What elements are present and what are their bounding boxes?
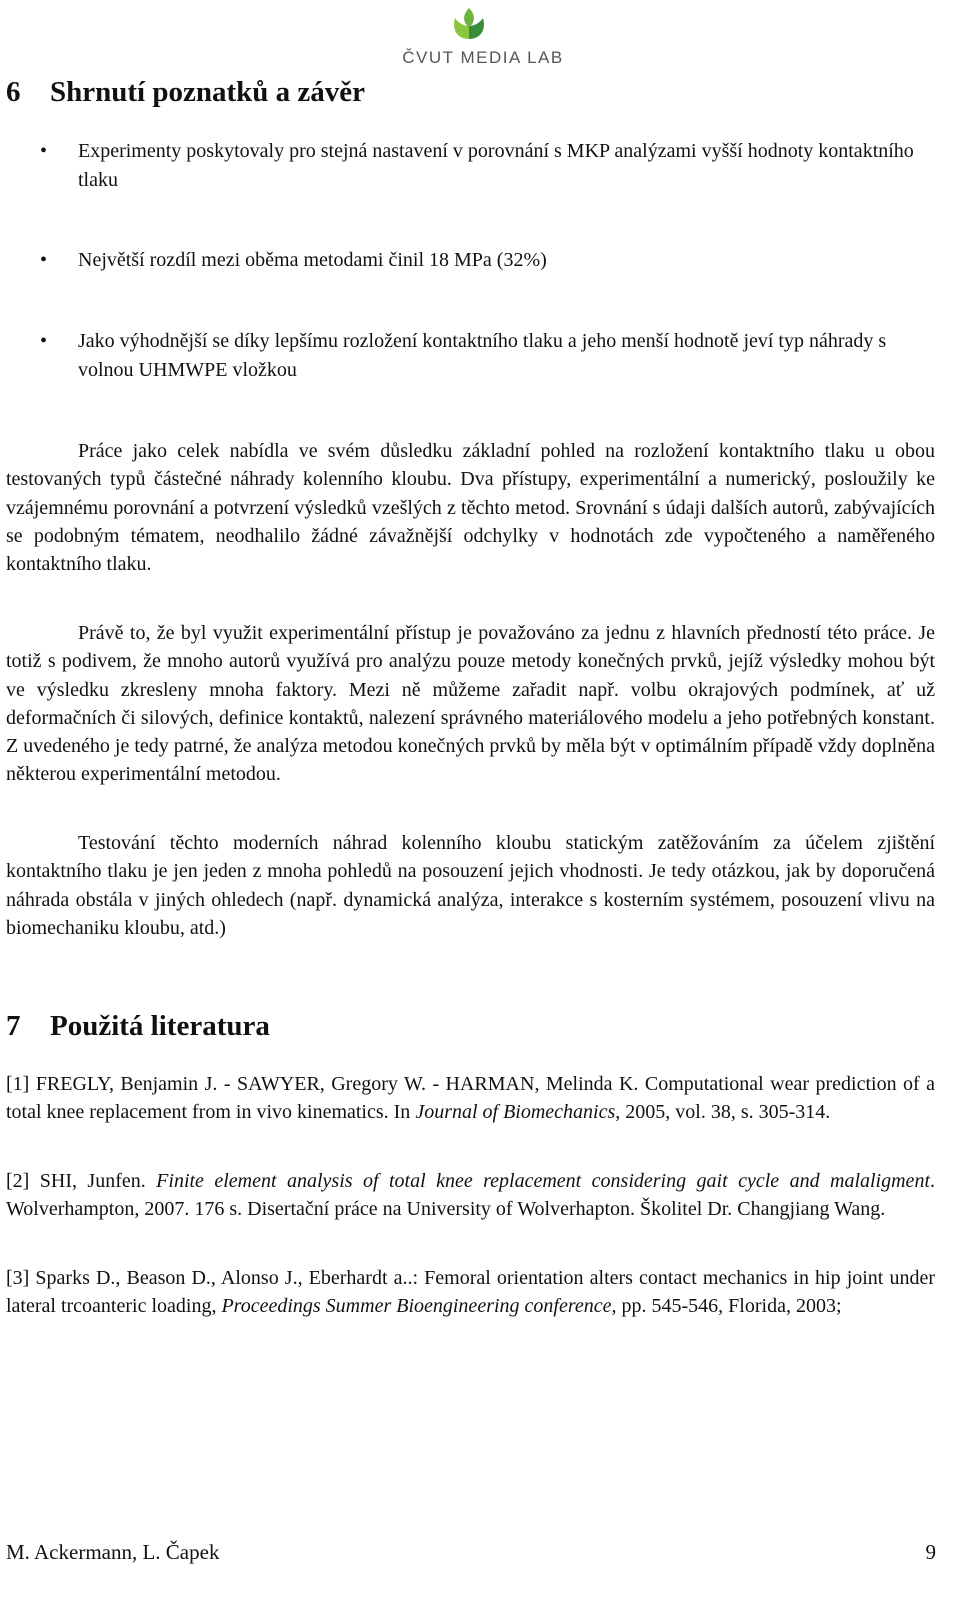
reference-italic: Journal of Biomechanics <box>415 1101 616 1124</box>
reference-item <box>6 1264 935 1321</box>
bullet-text: Experimenty poskytovaly pro stejná nastavení v porovnání s MKP analýzami vyšší hodnoty kontaktního tlaku <box>78 140 914 191</box>
reference-italic: Finite element analysis of total knee replacement considering gait cycle and malaligment <box>156 1170 930 1192</box>
reference-text: [1] FREGLY, Benjamin J. - SAWYER, Gregory W. - HARMAN, Melinda K. Computational wear prediction of a total knee replacement from in vivo kinematics. In <box>6 1073 935 1124</box>
reference-text: [2] SHI, Junfen. <box>6 1170 157 1192</box>
page-number: 9 <box>925 1540 936 1564</box>
footer-authors: M. Ackermann, L. Čapek <box>6 1540 220 1564</box>
paragraph: Právě to, že byl využit experimentální přístup je považováno za jednu z hlavních předností této práce. Je totiž s podivem, že mnoho autorů využívá pro analýzu pouze metody konečných prvků, jejíž výsledky mohou být ve výsledku zkresleny mnoha faktory. Mezi ně můžeme zařadit např. volbu okrajových podmínek, ať už deformačních či silových, definice kontaktů, nalezení správného materiálového modelu a jeho potřebných konstant. Z uvedeného je tedy patrné, že analýza metodou konečných prvků by měla být v optimálním případě vždy doplněna některou experimentální metodou. <box>6 622 935 786</box>
section-6-title: Shrnutí poznatků a závěr <box>50 76 366 108</box>
logo-text: ČVUT MEDIA LAB <box>402 48 564 67</box>
bullet-marker: • <box>40 330 48 352</box>
reference-item <box>6 1070 935 1127</box>
reference-italic: Proceedings Summer Bioengineering conference <box>221 1295 612 1318</box>
section-7-heading <box>6 1010 270 1043</box>
section-7-title: Použitá literatura <box>50 1010 270 1042</box>
paragraph: Testování těchto moderních náhrad kolenního kloubu statickým zatěžováním za účelem zjištění kontaktního tlaku je jen jeden z mnoha pohledů na posouzení jejich vhodnosti. Je tedy otázkou, jak by doporučená náhrada obstála v jiných ohledech (např. dynamická analýza, interakce s kosterním systémem, posouzení vlivu na biomechaniku kloubu, atd.) <box>6 832 935 939</box>
section-7-number: 7 <box>6 1010 21 1042</box>
leaf-logo-icon <box>450 6 488 42</box>
reference-item <box>6 1167 935 1224</box>
paragraph: Práce jako celek nabídla ve svém důsledku základní pohled na rozložení kontaktního tlaku u obou testovaných typů částečné náhrady kolenního kloubu. Dva přístupy, experimentální a numerický, posloužily ke vzájemnému porovnání a potvrzení výsledků vzešlých z těchto metod. Srovnání s údaji dalších autorů, zabývajících se podobným tématem, neodhalilo žádné závažnější odchylky v hodnotách zde vypočteného a naměřeného kontaktního tlaku. <box>6 440 935 576</box>
reference-text: , 2005, vol. 38, s. 305-314. <box>615 1101 831 1124</box>
reference-text: , pp. 545-546, Florida, 2003; <box>611 1295 842 1318</box>
bullet-text: Jako výhodnější se díky lepšímu rozložení kontaktního tlaku a jeho menší hodnotě jeví typ náhrady s volnou UHMWPE vložkou <box>78 330 887 381</box>
section-6-number: 6 <box>6 76 21 108</box>
reference-text: [3] Sparks D., Beason D., Alonso J., Eberhardt a..: Femoral orientation alters contact mechanics in hip joint under lateral trcoanteric loading, <box>6 1267 935 1318</box>
reference-text: . Wolverhampton, 2007. 176 s. Disertační práce na University of Wolverhapton. Školitel Dr. Changjiang Wang. <box>6 1170 935 1221</box>
cvut-media-lab-logo <box>388 4 578 68</box>
bullet-marker: • <box>40 249 48 271</box>
section-6-heading <box>6 76 365 109</box>
bullet-text: Největší rozdíl mezi oběma metodami činil 18 MPa (32%) <box>78 249 547 271</box>
bullet-marker: • <box>40 140 48 162</box>
